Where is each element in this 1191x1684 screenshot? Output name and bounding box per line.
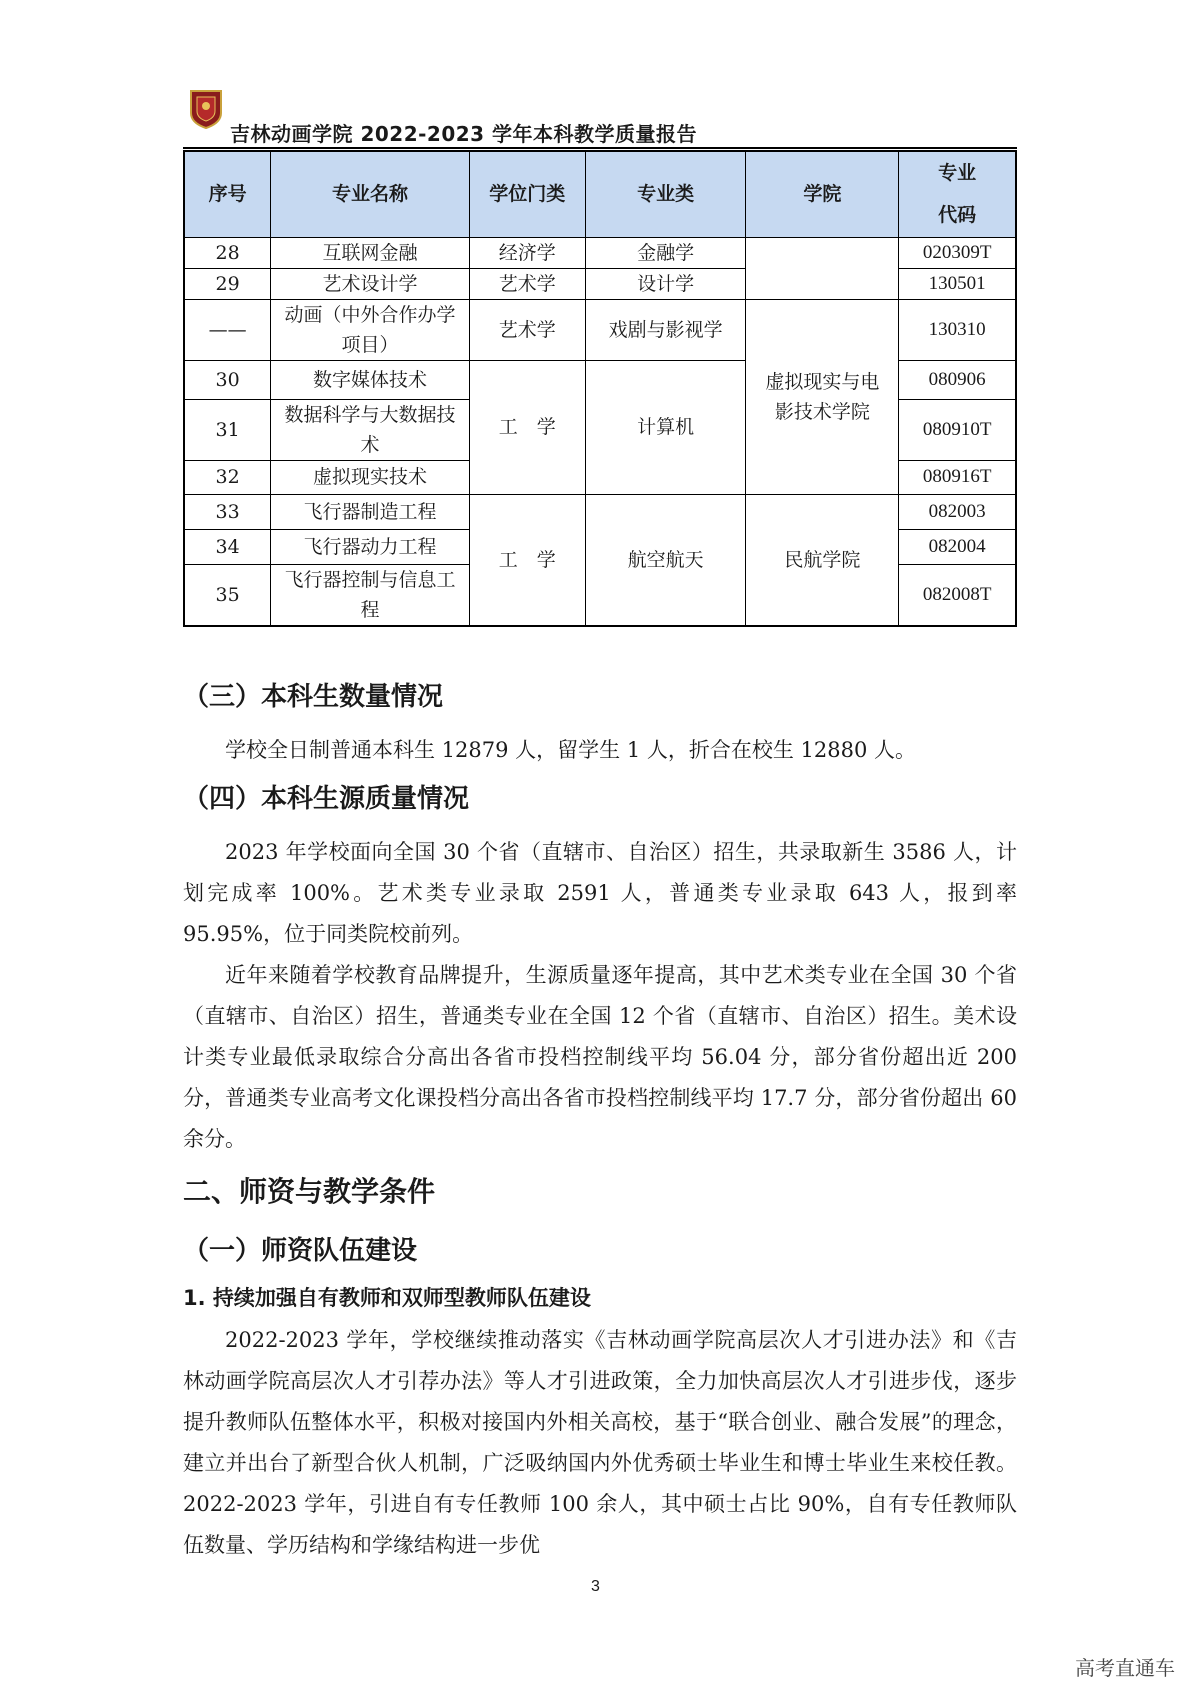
row-no: 28 — [184, 237, 271, 268]
row-no: 35 — [184, 564, 271, 626]
college-aviation: 民航学院 — [746, 494, 899, 626]
row-name: 数字媒体技术 — [271, 360, 470, 399]
row-name: 动画（中外合作办学项目） — [271, 299, 470, 360]
row-degree: 艺术学 — [469, 268, 585, 299]
document-header-title: 吉林动画学院 2022-2023 学年本科教学质量报告 — [230, 122, 698, 146]
row-code: 130501 — [899, 268, 1016, 299]
header-code-line2: 代码 — [938, 204, 977, 227]
header-degree: 学位门类 — [469, 151, 585, 237]
row-college-empty — [746, 237, 899, 299]
row-code: 082008T — [899, 564, 1016, 626]
row-category: 设计学 — [585, 268, 746, 299]
row-category: 金融学 — [585, 237, 746, 268]
header-rule — [183, 147, 1017, 149]
row-degree: 艺术学 — [469, 299, 585, 360]
row-name: 数据科学与大数据技术 — [271, 399, 470, 460]
paragraph-admission-stats: 2023 年学校面向全国 30 个省（直辖市、自治区）招生，共录取新生 3586 人，计划完成率 100%。艺术类专业录取 2591 人，普通类专业录取 643 人，报到率 95.95%，位于同类院校前列。 — [183, 840, 1017, 946]
header-major-name: 专业名称 — [271, 151, 470, 237]
header-category: 专业类 — [585, 151, 746, 237]
category-vr: 计算机 — [585, 360, 746, 494]
paragraph-student-count: 学校全日制普通本科生 12879 人，留学生 1 人，折合在校生 12880 人。 — [225, 738, 917, 762]
row-code: 130310 — [899, 299, 1016, 360]
row-no: —— — [184, 299, 271, 360]
row-name: 飞行器制造工程 — [271, 494, 470, 529]
row-code: 080906 — [899, 360, 1016, 399]
row-degree: 经济学 — [469, 237, 585, 268]
row-no: 30 — [184, 360, 271, 399]
paragraph-talent-introduction: 2022-2023 学年，学校继续推动落实《吉林动画学院高层次人才引进办法》和《吉林动画学院高层次人才引荐办法》等人才引进政策，全力加快高层次人才引进步伐，逐步提升教师队伍整体水平，积极对接国内外相关高校，基于“联合创业、融合发展”的理念，建立并出台了新型合伙人机制，广泛吸纳国内外优秀硕士毕业生和博士毕业生来校任教。2022-2023 学年，引进自有专任教师 100 余人，其中硕士占比 90%，自有专任教师队伍数量、学历结构和学缘结构进一步优 — [183, 1328, 1017, 1557]
row-no: 29 — [184, 268, 271, 299]
row-no: 34 — [184, 529, 271, 564]
row-code: 080916T — [899, 460, 1016, 494]
row-name: 虚拟现实技术 — [271, 460, 470, 494]
row-category: 戏剧与影视学 — [585, 299, 746, 360]
row-code: 082003 — [899, 494, 1016, 529]
paragraph-source-quality: 近年来随着学校教育品牌提升，生源质量逐年提高，其中艺术类专业在全国 30 个省（直辖市、自治区）招生，普通类专业在全国 12 个省（直辖市、自治区）招生。美术设计类专业最低录取综合分高出各省市投档控制线平均 56.04 分，部分省份超出近 200 分，普通类专业高考文化课投档分高出各省市投档控制线平均 17.7 分，部分省份超出 60 余分。 — [183, 963, 1017, 1151]
row-name: 互联网金融 — [271, 237, 470, 268]
watermark-text: 高考直通车 — [1075, 1656, 1175, 1680]
school-emblem-logo — [189, 89, 223, 129]
college-vr: 虚拟现实与电影技术学院 — [746, 299, 899, 494]
header-code-line1: 专业 — [938, 162, 977, 185]
section-title-source-quality: （四）本科生源质量情况 — [183, 784, 470, 814]
degree-aviation: 工 学 — [469, 494, 585, 626]
row-no: 33 — [184, 494, 271, 529]
section-title-student-count: （三）本科生数量情况 — [183, 682, 444, 712]
row-code: 020309T — [899, 237, 1016, 268]
majors-table — [183, 150, 1017, 627]
table-row — [184, 237, 1016, 268]
subsection-title-teacher-team: 1. 持续加强自有教师和双师型教师队伍建设 — [183, 1286, 591, 1310]
table-row — [184, 494, 1016, 529]
table-row — [184, 299, 1016, 360]
row-code: 080910T — [899, 399, 1016, 460]
section-title-faculty-building: （一）师资队伍建设 — [183, 1236, 418, 1266]
row-no: 32 — [184, 460, 271, 494]
row-name: 飞行器动力工程 — [271, 529, 470, 564]
row-no: 31 — [184, 399, 271, 460]
chapter-title-faculty: 二、师资与教学条件 — [183, 1175, 436, 1208]
row-code: 082004 — [899, 529, 1016, 564]
table-header-row — [184, 151, 1016, 237]
row-name: 飞行器控制与信息工程 — [271, 564, 470, 626]
category-aviation: 航空航天 — [585, 494, 746, 626]
header-code — [899, 151, 1016, 237]
header-college: 学院 — [746, 151, 899, 237]
degree-vr: 工 学 — [469, 360, 585, 494]
page-number: 3 — [591, 1578, 600, 1595]
row-name: 艺术设计学 — [271, 268, 470, 299]
header-no: 序号 — [184, 151, 271, 237]
